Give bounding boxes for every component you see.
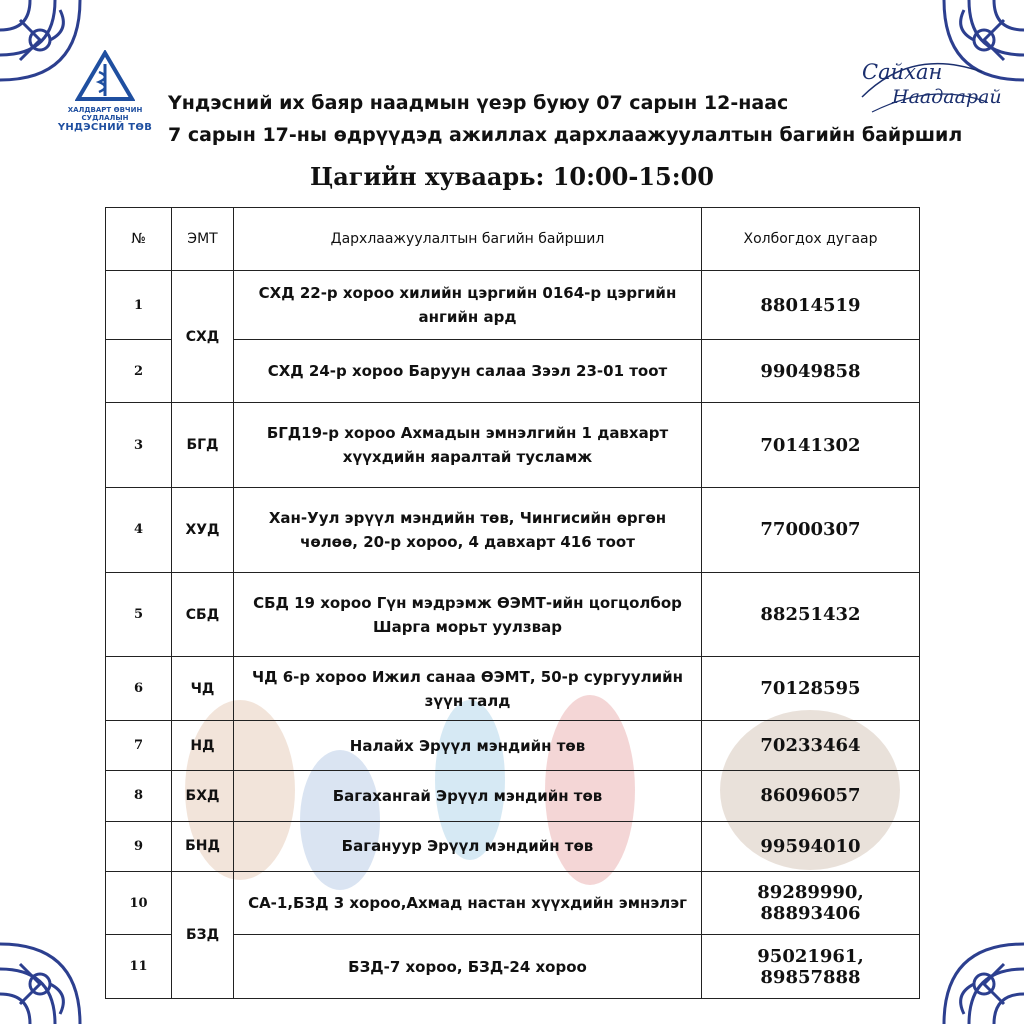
row-phone: 86096057 xyxy=(702,771,920,821)
table-row xyxy=(106,771,920,821)
title-line-1: Үндэсний их баяр наадмын үеэр буюу 07 сарын 12-наас xyxy=(168,92,789,114)
logo-script-line2: Наадаарай xyxy=(892,86,1002,108)
corner-ornament-bottom-right xyxy=(904,904,1024,1024)
row-number: 6 xyxy=(106,657,172,720)
row-location: СА-1,БЗД 3 хороо,Ахмад настан хүүхдийн эмнэлэг xyxy=(234,871,702,934)
schedule-time: Цагийн хуваарь: 10:00-15:00 xyxy=(310,162,714,191)
row-number: 8 xyxy=(106,771,172,821)
row-number: 9 xyxy=(106,821,172,871)
table-row xyxy=(106,488,920,573)
logo-name: ҮНДЭСНИЙ ТӨВ xyxy=(57,122,153,133)
row-emt: ЧД xyxy=(172,657,234,720)
row-emt: НД xyxy=(172,720,234,770)
row-phone: 77000307 xyxy=(702,488,920,573)
row-number: 2 xyxy=(106,339,172,402)
row-location: СХД 24-р хороо Баруун салаа Зээл 23-01 тоот xyxy=(234,339,702,402)
logo-subtitle: ХАЛДВАРТ ӨВЧИН СУДЛАЛЫН xyxy=(67,106,143,122)
header-phone: Холбогдох дугаар xyxy=(702,208,920,271)
table-row xyxy=(106,720,920,770)
logo-script-line1: Сайхан xyxy=(862,60,943,84)
header-emt: ЭМТ xyxy=(172,208,234,271)
table-row xyxy=(106,403,920,488)
row-emt: БЗД xyxy=(172,871,234,998)
table-row xyxy=(106,271,920,340)
row-location: Хан-Уул эрүүл мэндийн төв, Чингисийн өргөн чөлөө, 20-р хороо, 4 давхарт 416 тоот xyxy=(234,488,702,573)
row-phone: 70233464 xyxy=(702,720,920,770)
row-phone: 99594010 xyxy=(702,821,920,871)
row-phone: 95021961, 89857888 xyxy=(702,935,920,999)
row-number: 3 xyxy=(106,403,172,488)
row-emt: ХУД xyxy=(172,488,234,573)
table-row xyxy=(106,657,920,720)
row-phone: 99049858 xyxy=(702,339,920,402)
table-row xyxy=(106,572,920,657)
row-location: БЗД-7 хороо, БЗД-24 хороо xyxy=(234,935,702,999)
header-location: Дархлаажуулалтын багийн байршил xyxy=(234,208,702,271)
row-phone: 89289990, 88893406 xyxy=(702,871,920,934)
row-location: Багануур Эрүүл мэндийн төв xyxy=(234,821,702,871)
row-emt: БНД xyxy=(172,821,234,871)
row-emt: БХД xyxy=(172,771,234,821)
immunization-schedule-table xyxy=(105,207,920,999)
row-number: 10 xyxy=(106,871,172,934)
row-location: Багахангай Эрүүл мэндийн төв xyxy=(234,771,702,821)
title-line-2: 7 сарын 17-ны өдрүүдэд ажиллах дархлаажуулалтын багийн байршил xyxy=(168,124,963,146)
row-location: СХД 22-р хороо хилийн цэргийн 0164-р цэргийн ангийн ард xyxy=(234,271,702,340)
corner-ornament-bottom-left xyxy=(0,904,120,1024)
row-emt: СБД xyxy=(172,572,234,657)
row-number: 1 xyxy=(106,271,172,340)
row-location: Налайх Эрүүл мэндийн төв xyxy=(234,720,702,770)
row-number: 4 xyxy=(106,488,172,573)
row-location: БГД19-р хороо Ахмадын эмнэлгийн 1 давхарт хүүхдийн яаралтай тусламж xyxy=(234,403,702,488)
row-emt: БГД xyxy=(172,403,234,488)
caduceus-triangle-icon xyxy=(75,50,135,102)
row-location: СБД 19 хороо Гүн мэдрэмж ӨЭМТ-ийн цогцолбор Шарга морьт уулзвар xyxy=(234,572,702,657)
table-row xyxy=(106,821,920,871)
row-phone: 70128595 xyxy=(702,657,920,720)
organization-logo xyxy=(55,50,155,133)
header-number: № xyxy=(106,208,172,271)
table-row xyxy=(106,871,920,934)
row-number: 11 xyxy=(106,935,172,999)
row-emt: СХД xyxy=(172,271,234,403)
table-header-row xyxy=(106,208,920,271)
row-phone: 88014519 xyxy=(702,271,920,340)
row-number: 5 xyxy=(106,572,172,657)
row-number: 7 xyxy=(106,720,172,770)
row-phone: 70141302 xyxy=(702,403,920,488)
row-location: ЧД 6-р хороо Ижил санаа ӨЭМТ, 50-р сургуулийн зүүн талд xyxy=(234,657,702,720)
row-phone: 88251432 xyxy=(702,572,920,657)
